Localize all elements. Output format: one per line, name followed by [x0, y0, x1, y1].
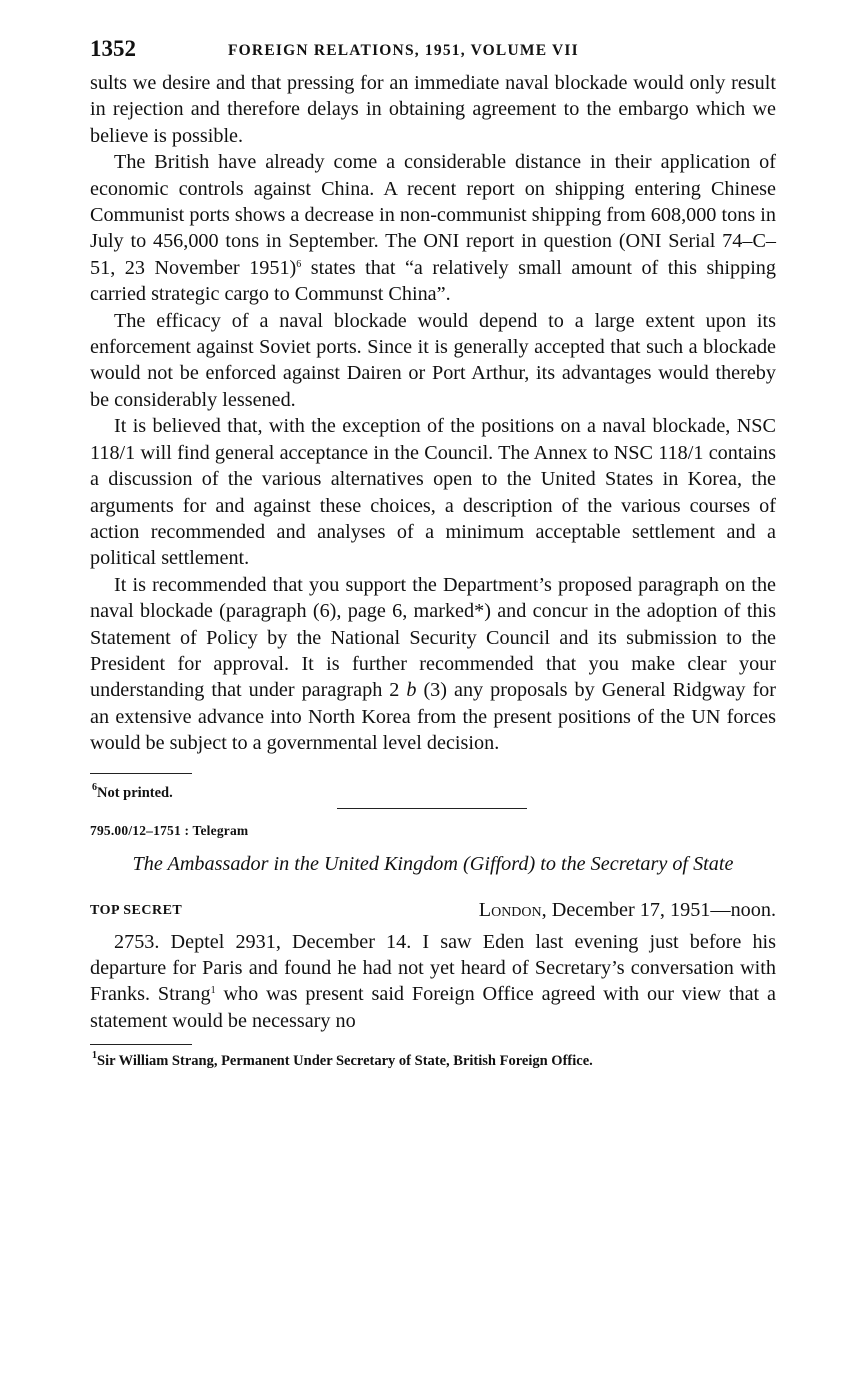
footnote-1-mark: 1: [92, 1050, 97, 1062]
paragraph-5: [90, 572, 776, 757]
paragraph-2: [90, 149, 776, 307]
running-title: FOREIGN RELATIONS, 1951, VOLUME VII: [228, 42, 579, 59]
paragraph-1: sults we desire and that pressing for an immediate naval blockade would only result in rejection and therefore delays in obtaining agreement to the embargo which we believe is possible.: [90, 72, 776, 147]
telegram-text: 2753. Deptel 2931, December 14. I saw Eden last evening just before his departure for Paris and found he had not yet heard of Secretary’s conversation with Franks. Strang: [90, 930, 776, 1006]
document-separator: [337, 808, 527, 809]
paragraph-5-text: It is recommended that you support the Department’s proposed paragraph on the naval blockade (paragraph (6), page 6, marked*) and concur in the adoption of this Statement of Policy by the National Security Council and its submission to the President for approval. It is further recommended that you make clear your understanding that under paragraph 2: [90, 573, 776, 702]
paragraph-2-tail: states that “a relatively small amount of this shipping carried strategic cargo to Communst China”.: [90, 256, 776, 306]
footnote-1: [90, 1050, 776, 1070]
paragraph-4: It is believed that, with the exception of the positions on a naval blockade, NSC 118/1 will find general acceptance in the Council. The Annex to NSC 118/1 contains a discussion of the various alternatives open to the United States in Korea, the arguments for and against these choices, a description of the various courses of action recommended and analyses of a minimum acceptable settlement and a political settlement.: [90, 415, 776, 570]
footnote-6-mark: 6: [92, 781, 97, 793]
footnote-ref-6: 6: [296, 258, 302, 270]
date-place: [479, 899, 776, 922]
running-head: [90, 36, 776, 70]
document-file-id: 795.00/12–1751 : Telegram: [90, 822, 249, 838]
footnote-6: [90, 781, 776, 802]
date: , December 17, 1951—noon.: [541, 898, 776, 921]
paragraph-5-tail: (3) any proposals by General Ridgway for an extensive advance into North Korea from the present positions of the UN forces would be subject to a governmental level decision.: [90, 679, 776, 755]
footnote-ref-1: 1: [210, 985, 216, 997]
paragraph-2-text: The British have already come a considerable distance in their application of economic controls against China. A recent report on shipping entering Chinese Communist ports shows a decrease in non-communist shipping from 608,000 tons in July to 456,000 tons in September. The ONI report in question (ONI Serial 74–C–51, 23 November 1951): [90, 151, 776, 279]
place: London: [478, 898, 542, 921]
dateline: [90, 899, 776, 925]
telegram-tail: who was present said Foreign Office agreed with our view that a statement would be necessary no: [90, 983, 776, 1032]
footnote-rule: [90, 773, 192, 774]
classification: TOP SECRET: [90, 902, 183, 918]
paragraph-3: The efficacy of a naval blockade would depend to a large extent upon its enforcement against Soviet ports. Since it is generally accepted that such a blockade would not be enforced against Dairen or Port Arthur, its advantages would thereby be considerably lessened.: [90, 309, 776, 411]
footnote-6-text: Not printed.: [97, 784, 173, 801]
document-title: The Ambassador in the United Kingdom (Gifford) to the Secretary of State: [132, 852, 734, 875]
document-page: [90, 36, 776, 1070]
paragraph-5-italic: b: [406, 679, 417, 702]
page-number: 1352: [90, 36, 136, 61]
telegram-body: [90, 929, 776, 1035]
footnote-rule-2: [90, 1044, 192, 1045]
footnote-1-text: Sir William Strang, Permanent Under Secretary of State, British Foreign Office.: [97, 1053, 593, 1070]
